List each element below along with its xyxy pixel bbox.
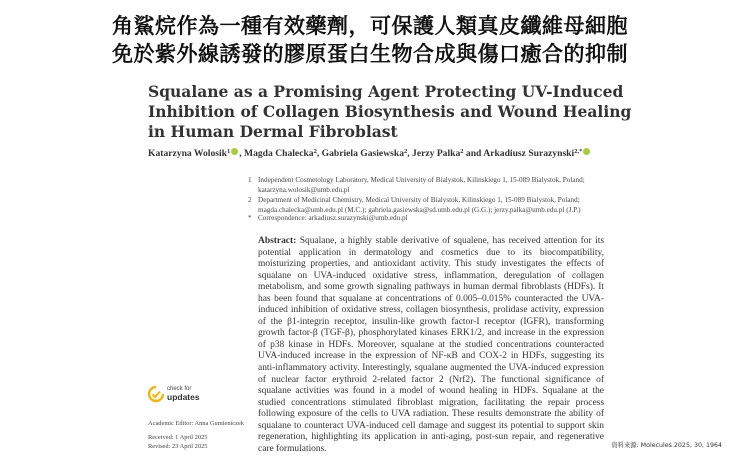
source-citation: 資料來源: Molecules 2025, 30, 1964 <box>611 442 722 449</box>
abstract-label: Abstract: <box>258 236 297 246</box>
author-name: Magda Chalecka <box>244 148 314 159</box>
abstract-text: Squalane, a highly stable derivative of squalene, has received attention for its potential application in dermatology and cosmetics due to its biocompatibility, moisturizing properties, and antioxidant activity. This study investigates the effects of squalane on UVA-induced oxidative stress, inflammation, deregulation of collagen metabolism, and some growth signaling pathways in human dermal fibroblasts (HDFs). It has been found that squalane at concentrations of 0.005–0.015% counteracted the UVA-induced inhibition of oxidative stress, collagen biosynthesis, prolidase activity, expression of the β1-integrin receptor, insulin-like growth factor-I receptor (IGFR), transforming growth factor-β (TGF-β), phosphorylated kinases ERK1/2, and increase in the expression of p38 kinase in HDFs. Moreover, squalane at the studied concentrations counteracted UVA-induced increase in the expression of NF-κB and COX-2 in HDFs, suggesting its anti-inflammatory activity. Interestingly, squalane augmented the UVA-induced expression of nuclear factor erythroid 2-related factor 2 (Nrf2). The functional significance of squalane activities was found in a model of wound healing in HDFs. Squalane at the studied concentrations stimulated fibroblast migration, facilitating the repair process following exposure of the cells to UVA radiation. These results demonstrate the ability of squalane to counteract UVA-induced cell damage and suggest its potential to support skin regeneration, highlighting its application in anti-aging, post-sun repair, and regenerative care formulations. <box>258 236 604 454</box>
affiliation-text: Department of Medicinal Chemistry, Medical University of Bialystok, Kilinskiego 1, 15-089 Bialystok, Poland; magda.chalecka@umb.edu.pl (M.C.); gabriela.gasiewska@sd.umb.edu.pl (G.G.); jerzy.palka@umb.edu.pl (J.P.) <box>258 196 581 214</box>
check-for-updates-icon <box>148 386 164 404</box>
author-name: Gabriela Gasiewska <box>321 148 404 159</box>
updates-text: updates <box>167 392 200 402</box>
headline-line-1: 角鯊烷作為一種有效藥劑，可保護人類真皮纖維母細胞 <box>112 14 628 38</box>
author-name: Jerzy Palka <box>412 148 461 159</box>
check-for-updates-button[interactable] <box>148 384 228 414</box>
chinese-headline <box>0 12 740 68</box>
author-affiliation-mark: 2,* <box>574 148 583 155</box>
affiliation-number: * <box>248 214 252 222</box>
affiliation-text: Independent Cosmetology Laboratory, Medical University of Bialystok, Kilinskiego 1, 15-089 Bialystok, Poland; katarzyna.wolosik@umb.edu.pl <box>258 176 585 194</box>
academic-editor: Academic Editor: Anna Gumieniczek <box>148 420 245 427</box>
author-name: Katarzyna Wolosik <box>148 148 227 159</box>
check-for-updates-label <box>167 386 200 402</box>
author-name: Arkadiusz Surazynski <box>483 148 575 159</box>
affiliation-number: 2 <box>248 196 252 204</box>
abstract <box>258 236 604 455</box>
received-date: Received: 1 April 2025 <box>148 434 208 441</box>
correspondence <box>248 214 638 224</box>
paper-title: Squalane as a Promising Agent Protecting UV-Induced Inhibition of Collagen Biosynthesis and Wound Healing in Human Dermal Fibroblast <box>148 82 632 141</box>
affiliation-number: 1 <box>248 176 252 184</box>
check-for-text: check for <box>167 386 192 392</box>
correspondence-text: Correspondence: arkadiusz.surazynski@umb.edu.pl <box>258 214 408 222</box>
revised-date: Revised: 23 April 2025 <box>148 443 208 450</box>
author-affiliation-mark: 2 <box>313 148 317 155</box>
author-affiliation-mark: 2 <box>404 148 408 155</box>
affiliation-2 <box>248 196 638 215</box>
author-list: Katarzyna Wolosik$^1$ , Magda Chalecka$^2$, Gabriela Gasiewska$^2$, Jerzy Palka$^2$ and Arkadiusz Surazynski$^{2,*}$ <box>148 148 668 159</box>
orcid-icon[interactable] <box>583 148 590 155</box>
affiliation-1 <box>248 176 638 195</box>
author-affiliation-mark: 1 <box>226 148 231 155</box>
author-affiliation-mark: 2 <box>460 148 464 155</box>
headline-line-2: 免於紫外線誘發的膠原蛋白生物合成與傷口癒合的抑制 <box>112 42 628 66</box>
orcid-icon[interactable] <box>231 148 238 155</box>
